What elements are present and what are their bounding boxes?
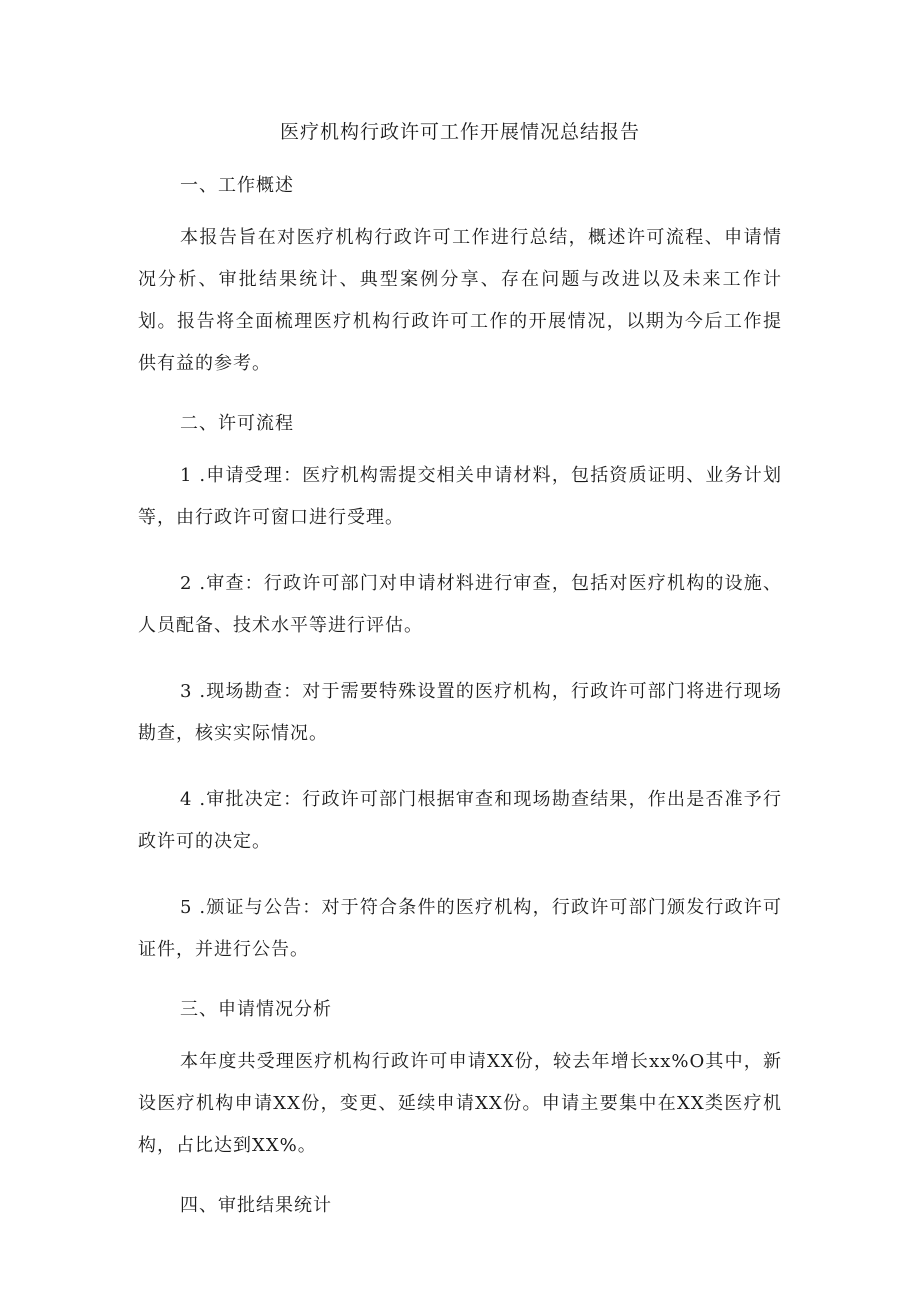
document-title: 医疗机构行政许可工作开展情况总结报告 — [279, 121, 640, 143]
section-heading: 三、申请情况分析 — [180, 999, 332, 1020]
section-paragraph: 本报告旨在对医疗机构行政许可工作进行总结，概述许可流程、申请情况分析、审批结果统计、典型案例分享、存在问题与改进以及未来工作计划。报告将全面梳理医疗机构行政许可工作的开展情况，以期为今后工作提供有益的参考。 — [138, 227, 782, 374]
section-paragraph: 5 .颁证与公告：对于符合条件的医疗机构，行政许可部门颁发行政许可证件，并进行公告。 — [138, 897, 782, 960]
section-process — [138, 409, 782, 971]
section-approval-statistics — [138, 1191, 782, 1221]
section-overview — [138, 171, 782, 385]
section-application-analysis — [138, 995, 782, 1167]
section-paragraph: 3 .现场勘查：对于需要特殊设置的医疗机构，行政许可部门将进行现场勘查，核实实际情况。 — [138, 681, 782, 744]
section-paragraph: 2 .审查：行政许可部门对申请材料进行审查，包括对医疗机构的设施、人员配备、技术水平等进行评估。 — [138, 573, 782, 636]
section-paragraph: 1 .申请受理：医疗机构需提交相关申请材料，包括资质证明、业务计划等，由行政许可窗口进行受理。 — [138, 465, 782, 528]
section-heading: 一、工作概述 — [180, 175, 294, 196]
section-paragraph: 本年度共受理医疗机构行政许可申请XX份，较去年增长xx%O其中，新设医疗机构申请XX份，变更、延续申请XX份。申请主要集中在XX类医疗机构，占比达到XX%。 — [138, 1051, 782, 1156]
section-heading: 二、许可流程 — [180, 413, 294, 434]
section-heading: 四、审批结果统计 — [180, 1195, 332, 1216]
section-paragraph: 4 .审批决定：行政许可部门根据审查和现场勘查结果，作出是否准予行政许可的决定。 — [138, 789, 782, 852]
